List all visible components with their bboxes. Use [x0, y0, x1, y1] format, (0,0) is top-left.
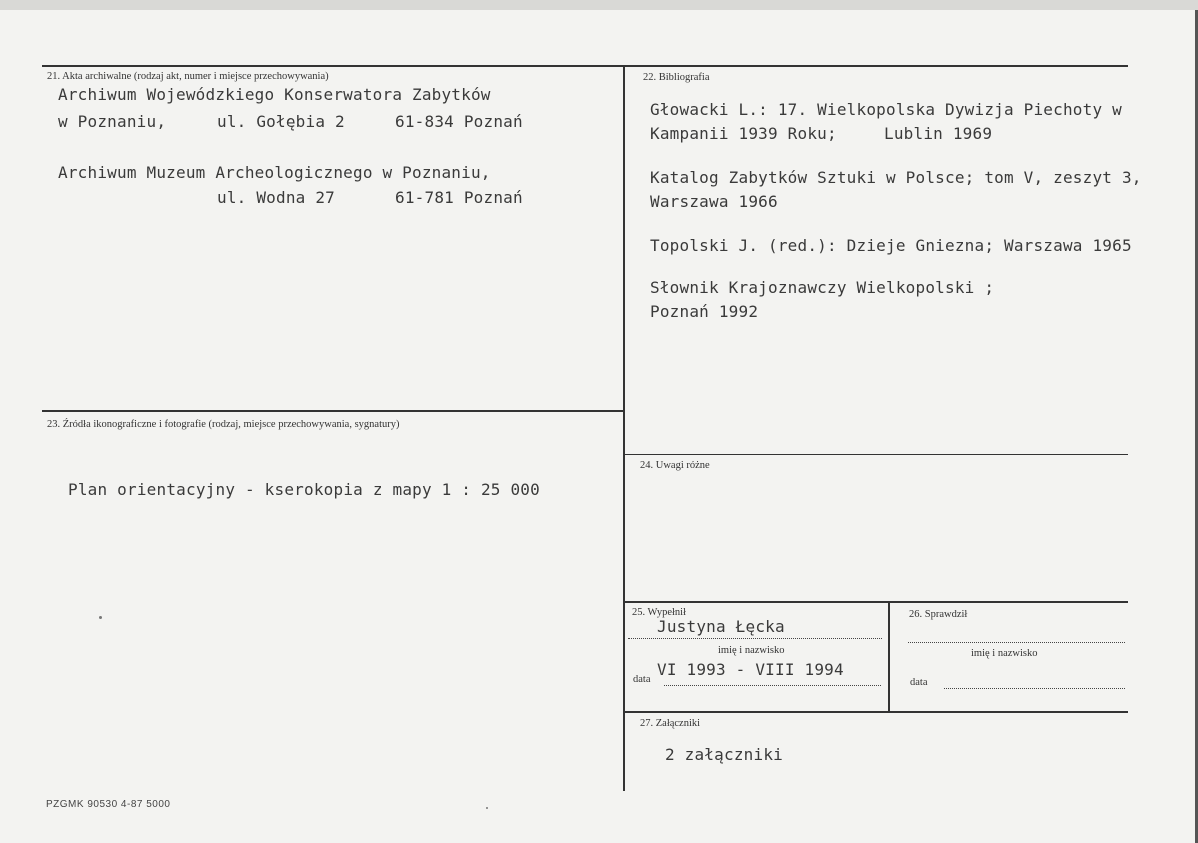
section-22-label: 22. Bibliografia — [643, 72, 710, 83]
bibliography-line-2b: Lublin 1969 — [884, 124, 993, 143]
bibliography-line-2a: Kampanii 1939 Roku; — [650, 124, 837, 143]
filled-by-name-caption: imię i nazwisko — [718, 645, 785, 656]
section-25-label: 25. Wypełnił — [632, 607, 687, 618]
bibliography-line-5: Topolski J. (red.): Dzieje Gniezna; Warszawa 1965 — [650, 236, 1132, 255]
bibliography-line-3: Katalog Zabytków Sztuki w Polsce; tom V, zeszyt 3, — [650, 168, 1142, 187]
filled-by-date-label: data — [633, 674, 651, 685]
checked-by-date-label: data — [910, 677, 928, 688]
bibliography-line-7: Poznań 1992 — [650, 302, 759, 321]
filled-by-date-line — [664, 685, 881, 686]
checked-by-name-caption: imię i nazwisko — [971, 648, 1038, 659]
archive-line-2c: 61-834 Poznań — [395, 112, 523, 131]
paper-speck — [99, 616, 102, 619]
archive-line-3: Archiwum Muzeum Archeologicznego w Poznaniu, — [58, 163, 491, 182]
bibliography-line-6: Słownik Krajoznawczy Wielkopolski ; — [650, 278, 995, 297]
bibliography-line-1: Głowacki L.: 17. Wielkopolska Dywizja Piechoty w — [650, 100, 1122, 119]
section-21-label: 21. Akta archiwalne (rodzaj akt, numer i miejsce przechowywania) — [47, 71, 329, 82]
section-27-label: 27. Załączniki — [640, 718, 701, 729]
section-26-label: 26. Sprawdził — [909, 609, 968, 620]
bibliography-line-4: Warszawa 1966 — [650, 192, 778, 211]
section-24-label: 24. Uwagi różne — [640, 460, 710, 471]
filled-by-name-line — [628, 638, 882, 639]
paper-speck — [486, 807, 488, 809]
divider-25-26 — [888, 602, 890, 712]
checked-by-date-line — [944, 688, 1125, 689]
attachments-text: 2 załączniki — [665, 745, 783, 764]
archive-line-1: Archiwum Wojewódzkiego Konserwatora Zabytków — [58, 85, 491, 104]
archive-line-2b: ul. Gołębia 2 — [217, 112, 345, 131]
filled-by-date: VI 1993 - VIII 1994 — [657, 660, 844, 679]
print-code: PZGMK 90530 4-87 5000 — [46, 799, 171, 810]
rule-section-27 — [624, 711, 1128, 713]
section-23-label: 23. Źródła ikonograficzne i fotografie (rodzaj, miejsce przechowywania, sygnatury) — [47, 419, 400, 430]
filled-by-name: Justyna Łęcka — [657, 617, 785, 636]
rule-section-24 — [624, 454, 1128, 455]
checked-by-name-line — [908, 642, 1125, 643]
iconography-text: Plan orientacyjny - kserokopia z mapy 1 : 25 000 — [68, 480, 540, 499]
top-edge — [0, 0, 1198, 10]
archive-line-4a: ul. Wodna 27 — [217, 188, 335, 207]
divider-vertical — [623, 66, 625, 791]
rule-section-25-26 — [624, 601, 1128, 603]
archive-line-4b: 61-781 Poznań — [395, 188, 523, 207]
archive-line-2a: w Poznaniu, — [58, 112, 167, 131]
rule-middle-left — [42, 410, 623, 412]
rule-top — [42, 65, 1128, 67]
